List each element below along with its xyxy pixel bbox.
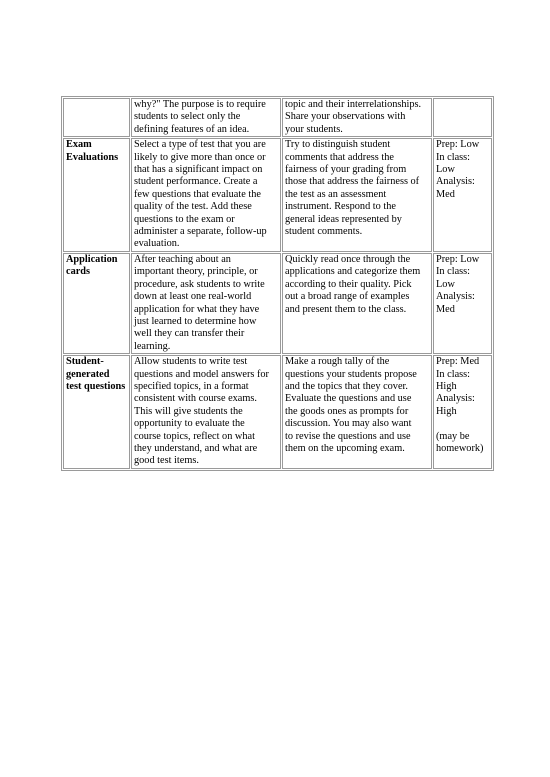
analysis-cell: Make a rough tally of the questions your students propose and the topics that they cover. Evaluate the questions and use the goods ones as prompts for discussion. You may also want to revise the questions and use them on the upcoming exam. <box>282 355 432 469</box>
table-row <box>63 253 492 354</box>
technique-cell <box>63 98 130 137</box>
effort-cell: Prep: Low In class: Low Analysis: Med <box>433 138 492 252</box>
description-cell: Allow students to write test questions and model answers for specified topics, in a format consistent with course exams. This will give students the opportunity to evaluate the course topics, reflect on what they understand, and what are good test items. <box>131 355 281 469</box>
table-row <box>63 138 492 252</box>
technique-cell: Exam Evaluations <box>63 138 130 252</box>
effort-cell: Prep: Med In class: High Analysis: High (may be homework) <box>433 355 492 469</box>
effort-cell <box>433 98 492 137</box>
table-row <box>63 98 492 137</box>
description-cell: After teaching about an important theory, principle, or procedure, ask students to write down at least one real-world application for what they have just learned to determine how well they can transfer their learning. <box>131 253 281 354</box>
effort-cell: Prep: Low In class: Low Analysis: Med <box>433 253 492 354</box>
technique-cell: Student- generated test questions <box>63 355 130 469</box>
analysis-cell: topic and their interrelationships. Share your observations with your students. <box>282 98 432 137</box>
description-cell: why?" The purpose is to require students to select only the defining features of an idea. <box>131 98 281 137</box>
techniques-table <box>61 96 494 471</box>
analysis-cell: Quickly read once through the applications and categorize them according to their quality. Pick out a broad range of examples and present them to the class. <box>282 253 432 354</box>
technique-cell: Application cards <box>63 253 130 354</box>
analysis-cell: Try to distinguish student comments that address the fairness of your grading from those that address the fairness of the test as an assessment instrument. Respond to the general ideas represented by student comments. <box>282 138 432 252</box>
description-cell: Select a type of test that you are likely to give more than once or that has a significant impact on student performance. Create a few questions that evaluate the quality of the test. Add these questions to the exam or administer a separate, follow-up evaluation. <box>131 138 281 252</box>
table-row <box>63 355 492 469</box>
